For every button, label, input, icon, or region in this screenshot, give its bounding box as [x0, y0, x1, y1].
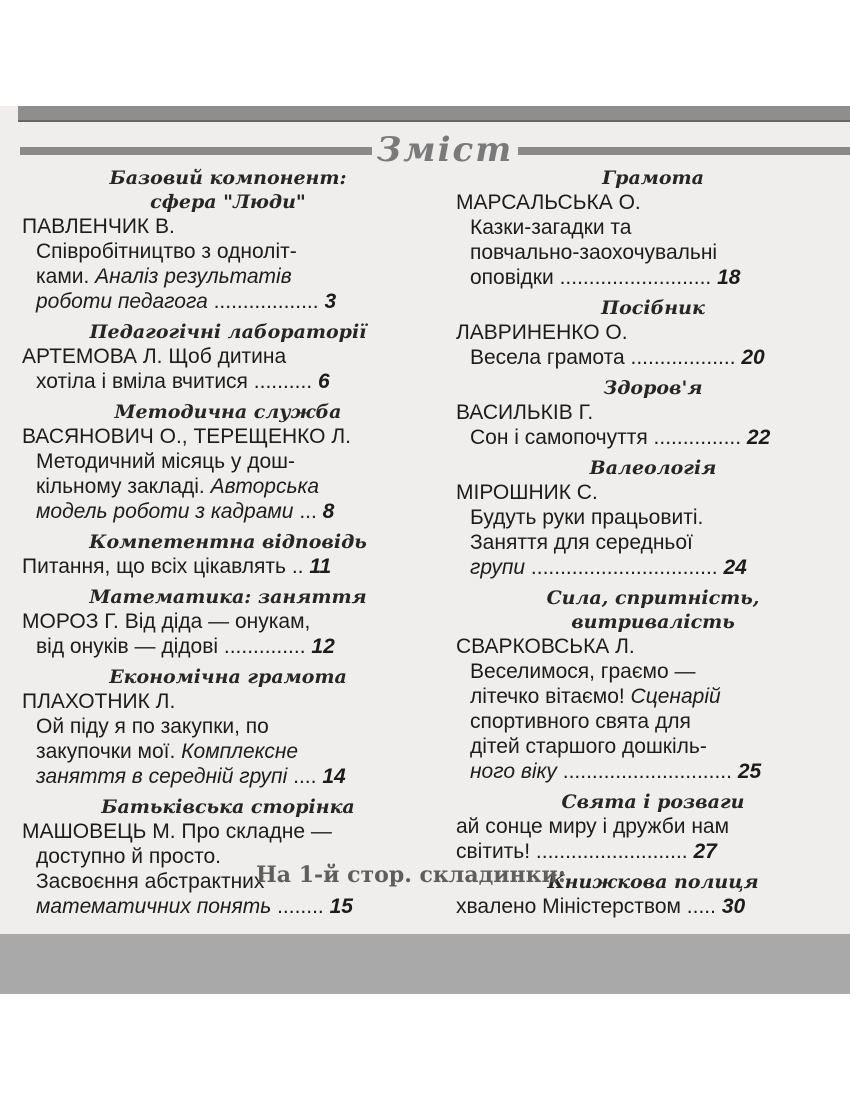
entry-line: Будуть руки працьовиті. [470, 506, 704, 529]
left-column [22, 166, 434, 919]
page-title: Зміст [376, 130, 514, 170]
section-heading: сфера "Люди" [150, 191, 306, 213]
section-heading: Грамота [602, 167, 704, 189]
entry-line [22, 739, 434, 764]
entry-line: спортивного свята для [470, 710, 691, 733]
section-heading: Здоров'я [603, 377, 703, 399]
section-heading: Компетентна відповідь [89, 531, 367, 553]
author: СВАРКОВСЬКА Л. [456, 635, 635, 658]
entry-subtitle: математичних понять [36, 895, 272, 918]
section-heading: Сила, спритність, [546, 587, 760, 609]
entry-subtitle: Авторська [210, 475, 320, 498]
author: АРТЕМОВА Л. Щоб дитина [22, 345, 287, 368]
section-heading: Педагогічні лабораторії [89, 321, 367, 343]
entry-line [456, 684, 850, 709]
page-number: 12 [311, 635, 335, 658]
page-number: 25 [737, 760, 762, 783]
entry-line: Ой піду я по закупки, по [36, 715, 269, 738]
entry-text: закупочки мої. [36, 740, 182, 763]
entry-text: оповідки [470, 266, 554, 289]
title-rule-left [20, 147, 372, 155]
section-heading: Батьківська сторінка [101, 796, 355, 818]
page-number: 22 [746, 426, 771, 449]
entry-text: літечко вітаємо! [470, 685, 631, 708]
page-number: 30 [721, 895, 746, 918]
section-heading: витривалість [571, 611, 735, 633]
entry-text: хвалено Міністерством [456, 895, 681, 918]
page-number: 3 [324, 290, 337, 313]
entry-subtitle: групи [470, 556, 526, 579]
footer-band [0, 934, 850, 994]
entry-text: Питання, що всіх цікавлять [22, 555, 286, 578]
contents-page [0, 106, 850, 994]
page-number: 27 [693, 840, 717, 863]
entry-text: кільному закладі. [36, 475, 211, 498]
entry-text: Весела грамота [470, 346, 625, 369]
entry-line: Веселимося, граємо — [470, 660, 696, 683]
title-rule-right [518, 147, 850, 155]
entry-text: від онуків — дідові [36, 635, 219, 658]
entry-line [22, 264, 434, 289]
entry-line: повчально-заохочувальні [470, 241, 718, 264]
section-heading: Свята і розваги [561, 791, 745, 813]
entry-subtitle: Аналіз результатів [95, 265, 292, 288]
author: МОРОЗ Г. Від діда — онукам, [22, 610, 311, 633]
section-heading: Валеологія [589, 457, 717, 479]
entry-text: хотіла і вміла вчитися [36, 370, 248, 393]
section-heading: Базовий компонент: [109, 167, 347, 189]
author: ВАСЯНОВИЧ О., ТЕРЕЩЕНКО Л. [22, 425, 351, 448]
entry-line: ай сонце миру і дружби нам [456, 815, 730, 838]
section-heading: Посібник [601, 297, 705, 319]
entry-text: світить! [456, 840, 531, 863]
page-number: 6 [317, 370, 330, 393]
author: МІРОШНИК С. [456, 481, 598, 504]
author: МАШОВЕЦЬ М. Про складне — [22, 820, 332, 843]
entry-line [22, 474, 434, 499]
entry-line: заняття в середній групі .... 14 [36, 765, 346, 788]
entry-line: Співробітництво з одноліт- [36, 240, 297, 263]
entry-line: від онуків — дідові .............. 12 [36, 635, 335, 658]
entry-text: Сон і самопочуття [470, 426, 648, 449]
entry-line: Засвоєння абстрактних [36, 870, 265, 893]
entry-line: оповідки .......................... 18 [470, 266, 741, 289]
entry-line: Заняття для середньої [470, 531, 693, 554]
entry-line: математичних понять ........ 15 [36, 895, 353, 918]
page-number: 14 [322, 765, 346, 788]
author: ПАВЛЕНЧИК В. [22, 215, 175, 238]
entry-line: доступно й просто. [36, 845, 221, 868]
entry-line: модель роботи з кадрами ... 8 [36, 500, 335, 523]
entry-line: ного віку ............................. 25 [470, 760, 762, 783]
entry-subtitle: Комплексне [181, 740, 299, 763]
footer-text: На 1-й стор. складинки: [256, 862, 566, 888]
title-row [0, 132, 850, 168]
entry-text: ками. [36, 265, 96, 288]
entry-subtitle: заняття в середній групі [36, 765, 288, 788]
entry-line: дітей старшого дошкіль- [470, 735, 707, 758]
page-number: 11 [309, 555, 332, 578]
section-heading: Математика: заняття [89, 586, 367, 608]
section-heading: Книжкова полиця [547, 871, 759, 893]
entry-subtitle: Сценарій [630, 685, 721, 708]
author: ПЛАХОТНИК Л. [22, 690, 176, 713]
author: МАРСАЛЬСЬКА О. [456, 191, 641, 214]
entry-line: Методичний місяць у дош- [36, 450, 296, 473]
right-column [456, 166, 850, 919]
top-image-strip [18, 106, 850, 122]
entry-line: хвалено Міністерством ..... 30 [456, 895, 746, 918]
entry-line: хотіла і вміла вчитися .......... 6 [36, 370, 330, 393]
entry-subtitle: роботи педагога [36, 290, 208, 313]
author: ЛАВРИНЕНКО О. [456, 321, 628, 344]
section-heading: Методична служба [114, 401, 342, 423]
page-number: 15 [329, 895, 353, 918]
section-heading: Економічна грамота [109, 666, 347, 688]
entry-line: Весела грамота .................. 20 [470, 346, 765, 369]
page-number: 20 [741, 346, 765, 369]
entry-line: групи ................................ 24 [470, 556, 747, 579]
entry-line: роботи педагога .................. 3 [36, 290, 337, 313]
entry-subtitle: ного віку [470, 760, 557, 783]
entry-line: Сон і самопочуття ............... 22 [470, 426, 771, 449]
author: ВАСИЛЬКІВ Г. [456, 401, 594, 424]
page-number: 24 [723, 556, 747, 579]
page-number: 18 [717, 266, 741, 289]
entry-subtitle: модель роботи з кадрами [36, 500, 294, 523]
entry-line: світить! .......................... 27 [456, 840, 717, 863]
page-number: 8 [322, 500, 335, 523]
entry-line: Питання, що всіх цікавлять .. 11 [22, 555, 332, 578]
entry-line: Казки-загадки та [470, 216, 632, 239]
